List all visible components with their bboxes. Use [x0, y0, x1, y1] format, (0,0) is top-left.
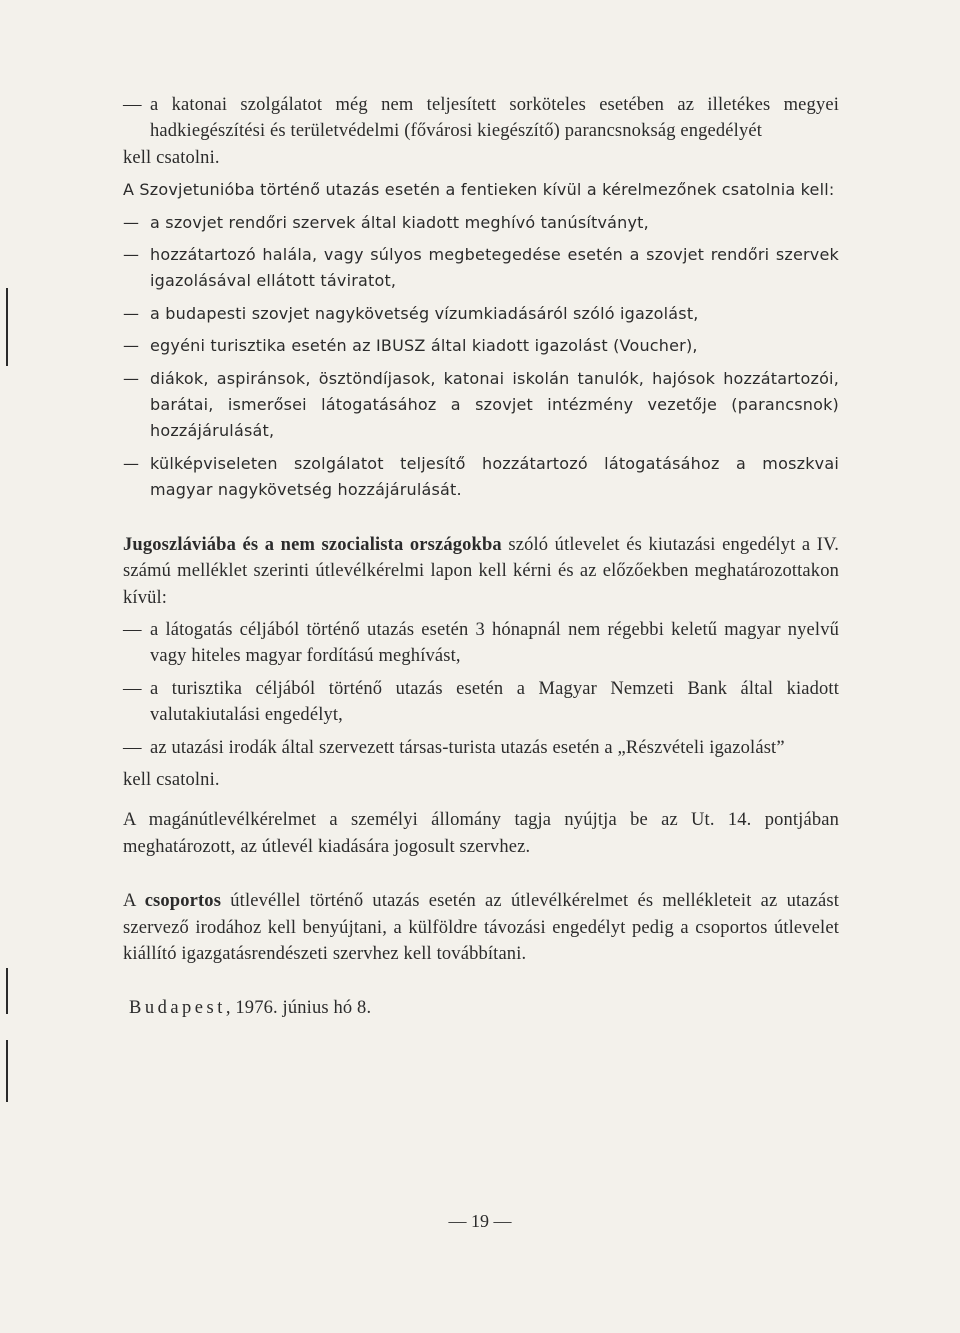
list-item: — a katonai szolgálatot még nem teljesített sorköteles esetében az illetékes megyei hadkiegészítési és területvédelmi (fővárosi kiegészítő) parancsnokság engedélyét — [123, 92, 839, 145]
place: Budapest — [129, 998, 226, 1019]
dash: — — [123, 368, 140, 388]
list-item: — hozzátartozó halála, vagy súlyos megbetegedése esetén a szovjet rendőri szervek igazolásával ellátott táviratot, — [123, 242, 839, 295]
date: , 1976. június hó 8. — [225, 998, 372, 1019]
dash: — — [123, 245, 140, 265]
margin-mark-lower-2 — [6, 1040, 8, 1102]
place-date — [129, 995, 839, 1021]
dash: — — [123, 95, 142, 115]
document-body — [123, 92, 839, 1022]
list-item: — egyéni turisztika esetén az IBUSZ által kiadott igazolást (Voucher), — [123, 333, 839, 359]
list-item: — a turisztika céljából történő utazás esetén a Magyar Nemzeti Bank által kiadott valutakiutalási engedélyt, — [123, 676, 839, 729]
page-number: — 19 — — [448, 1211, 512, 1231]
dash: — — [123, 336, 140, 356]
closing-line: kell csatolni. — [123, 147, 220, 168]
yugoslavia-bold: Jugoszláviába és a nem szocialista országokba — [123, 534, 502, 555]
yugoslavia-paragraph: Jugoszláviába és a nem szocialista országokba szóló útlevelet és kiutazási engedélyt a IV. számú melléklet szerinti útlevélkérelmi lapon kell kérni és az előzőekben meghatározottakon kívül: — [123, 534, 839, 608]
soviet-intro: A Szovjetunióba történő utazás esetén a fentieken kívül a kérelmezőnek csatolnia kell: — [123, 180, 835, 200]
list-item: — a látogatás céljából történő utazás esetén 3 hónapnál nem régebbi keletű magyar nyelvű vagy hiteles magyar fordítású meghívást, — [123, 617, 839, 670]
dash: — — [123, 737, 142, 758]
private-passport-paragraph: A magánútlevélkérelmet a személyi állomány tagja nyújtja be az Ut. 14. pontjában meghatározott, az útlevél kiadására jogosult szervhez. — [123, 810, 839, 857]
list-item: — külképviseleten szolgálatot teljesítő hozzátartozó látogatásához a moszkvai magyar nagykövetség hozzájárulását. — [123, 451, 839, 504]
dash: — — [123, 619, 142, 640]
closing-line: kell csatolni. — [123, 769, 220, 790]
margin-mark-upper — [6, 288, 8, 366]
group-passport-paragraph: A csoportos útlevéllel történő utazás esetén az útlevélkérelmet és mellékleteit az utazást szervező irodához kell benyújtani, a külföldre távozási engedélyt pedig a csoportos útlevelet kiállító igazgatásrendészeti szervhez kell továbbítani. — [123, 891, 840, 964]
dash: — — [123, 678, 142, 699]
list-item: — az utazási irodák által szervezett társas-turista utazás esetén a „Részvételi igazolást” — [123, 735, 839, 761]
list-item: — a budapesti szovjet nagykövetség vízumkiadásáról szóló igazolást, — [123, 301, 839, 327]
dash: — — [123, 212, 140, 232]
list-item: — a szovjet rendőri szervek által kiadott meghívó tanúsítványt, — [123, 210, 839, 236]
dash: — — [123, 303, 140, 323]
list-item: — diákok, aspiránsok, ösztöndíjasok, katonai iskolán tanulók, hajósok hozzátartozói, barátai, ismerősei látogatásához a szovjet intézmény vezetője (parancsnok) hozzájárulását, — [123, 366, 839, 445]
dash: — — [123, 453, 140, 473]
margin-mark-lower-1 — [6, 968, 8, 1014]
group-bold: csoportos — [144, 891, 222, 912]
